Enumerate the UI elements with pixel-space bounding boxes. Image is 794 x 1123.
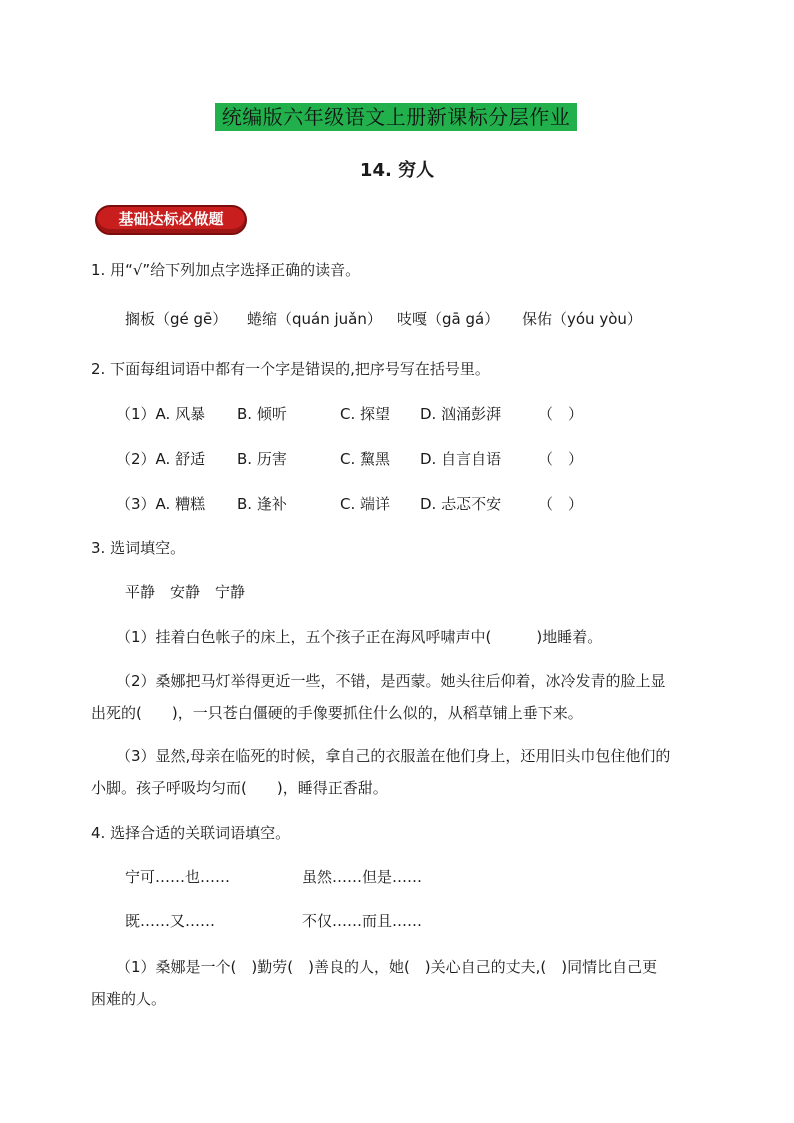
section-badge-label: 基础达标必做题	[118, 210, 224, 228]
q2-row-2-option-c: C. 黧黑	[340, 450, 391, 468]
q4-pair-2: 虽然……但是……	[302, 868, 423, 886]
q1-item-2: 蜷缩（quán juǎn）	[247, 310, 382, 328]
q2-row-3-option-c: C. 端详	[340, 495, 391, 513]
q1-item-4: 保佑（yóu yòu）	[522, 310, 642, 328]
q4-sentence-1-line-2: 困难的人。	[91, 990, 167, 1008]
q2-row-1-option-a: （1）A. 风暴	[116, 405, 206, 423]
q4-pair-4: 不仅……而且……	[302, 912, 423, 930]
question-3-prompt: 3. 选词填空。	[91, 539, 186, 557]
q2-row-2-option-b: B. 历害	[237, 450, 287, 468]
question-4-prompt: 4. 选择合适的关联词语填空。	[91, 824, 291, 842]
q2-row-3-answer-blank: （ ）	[538, 495, 584, 513]
q3-word-bank: 平静 安静 宁静	[125, 583, 246, 601]
q2-row-1-answer-blank: （ ）	[538, 405, 584, 423]
q2-row-3-option-b: B. 逢补	[237, 495, 287, 513]
lesson-title: 14. 穷人	[359, 160, 435, 181]
q2-row-1-option-b: B. 倾听	[237, 405, 287, 423]
q2-row-1-option-c: C. 探望	[340, 405, 391, 423]
q3-sentence-1: （1）挂着白色帐子的床上，五个孩子正在海风呼啸声中( )地睡着。	[116, 628, 603, 646]
q3-sentence-2-line-1: （2）桑娜把马灯举得更近一些，不错，是西蒙。她头往后仰着，冰冷发青的脸上显	[116, 672, 666, 690]
q4-sentence-1-line-1: （1）桑娜是一个( )勤劳( )善良的人，她( )关心自己的丈夫,( )同情比自己更	[116, 958, 658, 976]
q4-pair-1: 宁可……也……	[125, 868, 231, 886]
series-banner: 统编版六年级语文上册新课标分层作业	[215, 103, 577, 131]
q2-row-2-option-a: （2）A. 舒适	[116, 450, 206, 468]
q3-sentence-3-line-2: 小脚。孩子呼吸均匀而( )，睡得正香甜。	[91, 779, 388, 797]
question-2-prompt: 2. 下面每组词语中都有一个字是错误的,把序号写在括号里。	[91, 360, 490, 378]
q2-row-2-option-d: D. 自言自语	[420, 450, 502, 468]
q1-item-3: 吱嘎（gā gá）	[397, 310, 500, 328]
q1-item-1: 搁板（gé gē）	[125, 310, 228, 328]
q4-pair-3: 既……又……	[125, 912, 216, 930]
q2-row-3-option-d: D. 忐忑不安	[420, 495, 502, 513]
q3-sentence-2-line-2: 出死的( )，一只苍白僵硬的手像要抓住什么似的，从稻草铺上垂下来。	[91, 704, 583, 722]
q2-row-2-answer-blank: （ ）	[538, 450, 584, 468]
question-1-prompt: 1. 用“√”给下列加点字选择正确的读音。	[91, 261, 361, 279]
q2-row-1-option-d: D. 汹涌彭湃	[420, 405, 502, 423]
q2-row-3-option-a: （3）A. 糟糕	[116, 495, 206, 513]
q3-sentence-3-line-1: （3）显然,母亲在临死的时候，拿自己的衣服盖在他们身上，还用旧头巾包住他们的	[116, 747, 671, 765]
